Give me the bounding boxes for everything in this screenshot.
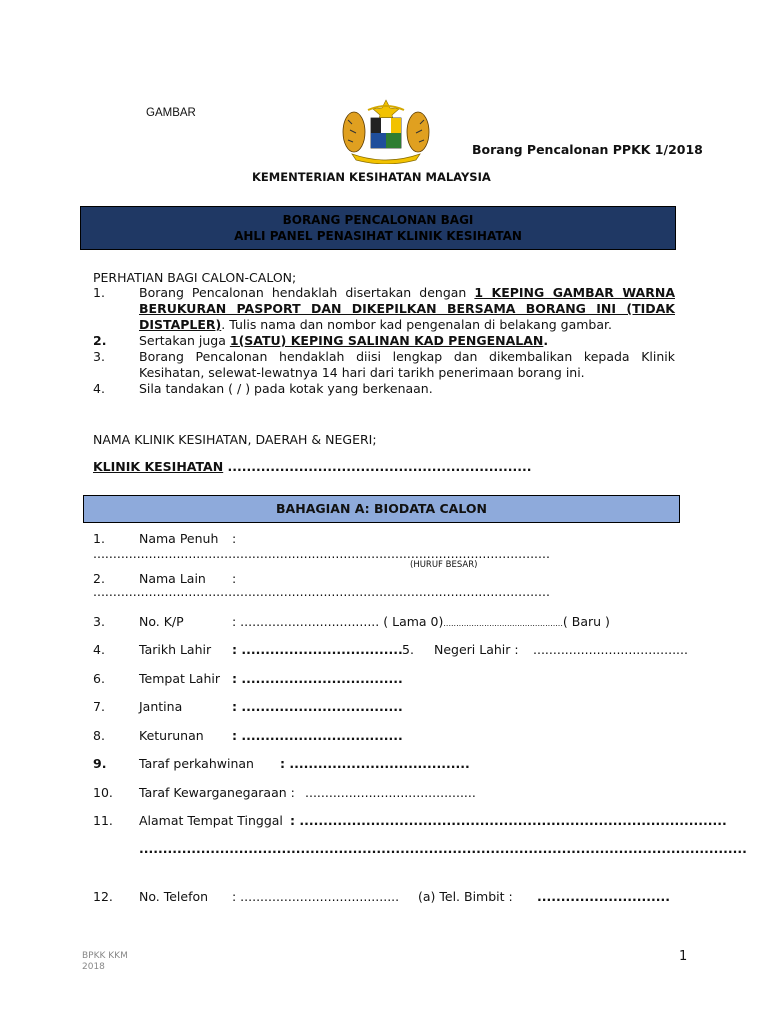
form-code: Borang Pencalonan PPKK 1/2018 xyxy=(472,142,703,157)
form-title-line2: AHLI PANEL PENASIHAT KLINIK KESIHATAN xyxy=(234,229,522,243)
phone-input[interactable]: : ........................................ xyxy=(232,889,400,904)
field-number: 1. xyxy=(93,531,105,546)
malaysia-coat-of-arms-icon xyxy=(338,96,434,164)
field-number: 10. xyxy=(93,785,113,800)
instruction-text: Sila tandakan ( / ) pada kotak yang berkenaan. xyxy=(139,381,433,396)
field-number: 6. xyxy=(93,671,105,686)
other-name-input[interactable]: ................................................................................................................... xyxy=(93,584,550,599)
mobile-phone-input[interactable]: ............................ xyxy=(537,889,670,904)
form-title-line1: BORANG PENCALONAN BAGI xyxy=(282,213,474,227)
instruction-item xyxy=(93,333,675,349)
instruction-number: 1. xyxy=(93,285,105,300)
citizenship-input[interactable]: ........................................... xyxy=(305,785,476,800)
instruction-item xyxy=(93,285,675,333)
instruction-text: Sertakan juga 1(SATU) KEPING SALINAN KAD PENGENALAN. xyxy=(139,333,549,348)
ic-number-label: No. K/P xyxy=(139,614,184,629)
field-number: 3. xyxy=(93,614,105,629)
gender-input[interactable]: : .................................. xyxy=(232,699,403,714)
field-number: 7. xyxy=(93,699,105,714)
gender-label: Jantina xyxy=(139,699,183,714)
instruction-number: 3. xyxy=(93,349,105,364)
uppercase-hint: (HURUF BESAR) xyxy=(410,560,478,570)
phone-label: No. Telefon xyxy=(139,889,209,904)
instruction-text: Borang Pencalonan hendaklah diisi lengkap dan dikembalikan kepada Klinik Kesihatan, selewat-lewatnya 14 hari dari tarikh penerimaan borang ini. xyxy=(139,349,675,380)
instructions-heading: PERHATIAN BAGI CALON-CALON; xyxy=(93,270,297,285)
footer-org xyxy=(82,951,128,973)
colon: : xyxy=(232,531,237,546)
birth-place-input[interactable]: : .................................. xyxy=(232,671,403,686)
ethnicity-label: Keturunan xyxy=(139,728,204,743)
ministry-name: KEMENTERIAN KESIHATAN MALAYSIA xyxy=(252,170,491,184)
field-number: 12. xyxy=(93,889,113,904)
colon: : xyxy=(232,571,237,586)
address-input-line1[interactable]: : .......................................................................................... xyxy=(290,813,727,828)
field-number: 8. xyxy=(93,728,105,743)
instruction-item xyxy=(93,349,675,381)
instruction-item xyxy=(93,381,675,397)
field-number: 9. xyxy=(93,756,107,771)
clinic-name-field[interactable] xyxy=(93,459,531,474)
clinic-label: KLINIK KESIHATAN xyxy=(93,459,224,474)
marital-status-label: Taraf perkahwinan xyxy=(139,756,254,771)
page-number: 1 xyxy=(679,949,688,964)
address-input-line2[interactable]: ................................................................................................................................ xyxy=(139,841,747,856)
instruction-text: Borang Pencalonan hendaklah disertakan dengan 1 KEPING GAMBAR WARNA BERUKURAN PASPORT DAN DIKEPILKAN BERSAMA BORANG INI (TIDAK DISTAPLER). Tulis nama dan nombor kad pengenalan di belakang gambar. xyxy=(139,285,675,332)
other-name-label: Nama Lain xyxy=(139,571,206,586)
form-title-banner xyxy=(80,206,676,250)
full-name-label: Nama Penuh xyxy=(139,531,219,546)
field-number: 4. xyxy=(93,642,105,657)
mobile-phone-label: (a) Tel. Bimbit : xyxy=(418,889,513,904)
photo-label: GAMBAR xyxy=(146,107,196,119)
field-number: 5. xyxy=(402,642,414,657)
birth-date-label: Tarikh Lahir xyxy=(139,642,212,657)
full-name-input[interactable]: ................................................................................................................... xyxy=(93,546,550,561)
address-label: Alamat Tempat Tinggal xyxy=(139,813,283,828)
birth-state-input[interactable]: ....................................... xyxy=(533,642,688,657)
instruction-number: 2. xyxy=(93,333,107,348)
section-a-header: BAHAGIAN A: BIODATA CALON xyxy=(83,495,680,523)
birth-date-input[interactable]: : .................................. xyxy=(232,642,403,657)
birth-place-label: Tempat Lahir xyxy=(139,671,221,686)
footer-org-name: BPKK KKM xyxy=(82,951,128,961)
ic-old-input[interactable]: : ................................... ( Lama 0)...............................................( Baru ) xyxy=(232,614,610,629)
instruction-number: 4. xyxy=(93,381,105,396)
clinic-question: NAMA KLINIK KESIHATAN, DAERAH & NEGERI; xyxy=(93,432,377,447)
field-number: 11. xyxy=(93,813,113,828)
footer-year: 2018 xyxy=(82,962,105,972)
clinic-dots: ................................................................ xyxy=(223,459,532,474)
field-number: 2. xyxy=(93,571,105,586)
birth-state-label: Negeri Lahir : xyxy=(434,642,519,657)
citizenship-label: Taraf Kewarganegaraan : xyxy=(139,785,295,800)
instructions-list xyxy=(93,285,675,397)
marital-status-input[interactable]: : ...................................... xyxy=(280,756,470,771)
ethnicity-input[interactable]: : .................................. xyxy=(232,728,403,743)
